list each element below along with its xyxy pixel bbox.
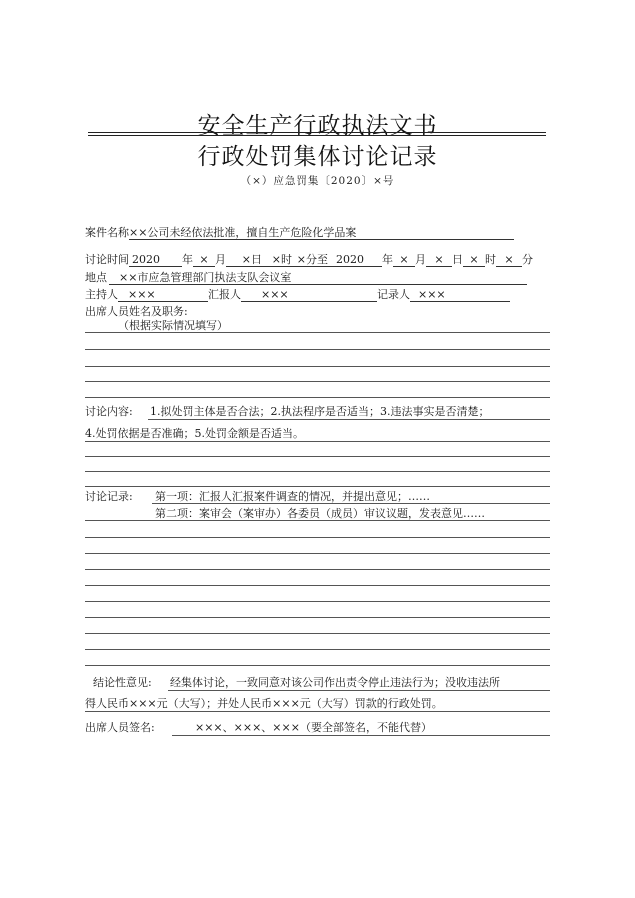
record-line[interactable] xyxy=(85,585,550,586)
time-label: 讨论时间 xyxy=(85,253,129,266)
start-month-field[interactable]: × xyxy=(193,253,215,267)
host-field[interactable]: ××× xyxy=(118,288,208,302)
discussion-time-row xyxy=(85,253,533,267)
title-divider-bottom xyxy=(88,135,546,136)
reporter-field[interactable]: ××× xyxy=(241,288,377,302)
case-name-field[interactable] xyxy=(129,226,514,240)
attendees-label: 出席人员姓名及职务: xyxy=(85,305,188,318)
content-line[interactable] xyxy=(85,486,550,487)
conclusion-label: 结论性意见: xyxy=(93,676,152,689)
content-underline[interactable] xyxy=(148,419,550,420)
case-name-row xyxy=(85,226,514,240)
record-line[interactable] xyxy=(85,617,550,618)
content-line-2: 4.处罚依据是否准确；5.处罚金额是否适当。 xyxy=(85,427,304,440)
conclusion-underline-2[interactable] xyxy=(85,711,550,712)
content-line-1: 1.拟处罚主体是否合法；2.执法程序是否适当；3.违法事实是否清楚； xyxy=(150,405,490,418)
conclusion-line-2: 得人民币×××元（大写）；并处人民币×××元（大写）罚款的行政处罚。 xyxy=(85,697,443,710)
content-line[interactable] xyxy=(85,441,550,442)
reporter-label: 汇报人 xyxy=(208,288,241,301)
record-line[interactable] xyxy=(85,633,550,634)
signature-value: ×××、×××、×××（要全部签名，不能代替） xyxy=(195,721,432,734)
record-line[interactable] xyxy=(85,537,550,538)
place-value: ××市应急管理部门执法支队会议室 xyxy=(119,271,292,284)
start-day-field[interactable]: ×日 xyxy=(226,253,262,267)
attendees-line[interactable] xyxy=(85,349,550,350)
end-minute-unit: 分 xyxy=(522,253,533,266)
host-label: 主持人 xyxy=(85,288,118,301)
end-day-field[interactable]: × xyxy=(426,253,452,267)
record-line[interactable] xyxy=(85,569,550,570)
start-minute-field[interactable]: ×分至 xyxy=(292,253,328,267)
signature-label: 出席人员签名: xyxy=(85,721,155,734)
end-minute-field[interactable]: × xyxy=(496,253,522,267)
document-number: （×）应急罚集〔2020〕×号 xyxy=(240,175,395,187)
place-field[interactable] xyxy=(109,271,527,285)
content-line[interactable] xyxy=(85,471,550,472)
attendees-line[interactable] xyxy=(85,366,550,367)
place-row xyxy=(85,271,527,285)
title-divider-top xyxy=(88,132,546,133)
case-name-label: 案件名称 xyxy=(85,226,129,239)
end-month-field[interactable]: × xyxy=(393,253,415,267)
record-underline[interactable] xyxy=(152,503,550,504)
place-label: 地点 xyxy=(85,271,107,284)
document-subtitle: 行政处罚集体讨论记录 xyxy=(197,144,438,170)
conclusion-underline[interactable] xyxy=(168,690,550,691)
signature-field[interactable] xyxy=(172,735,550,736)
record-line[interactable] xyxy=(85,601,550,602)
conclusion-line-1: 经集体讨论，一致同意对该公司作出责令停止违法行为；没收违法所 xyxy=(170,676,500,689)
start-month-unit: 月 xyxy=(215,253,226,266)
recorder-label: 记录人 xyxy=(377,288,410,301)
record-label: 讨论记录: xyxy=(85,490,133,503)
attendees-value: （根据实际情况填写） xyxy=(118,319,228,332)
end-year-field[interactable]: 2020 xyxy=(328,253,382,267)
end-hour-field[interactable]: × xyxy=(463,253,485,267)
end-day-unit: 日 xyxy=(452,253,463,266)
content-line[interactable] xyxy=(85,456,550,457)
attendees-line[interactable] xyxy=(85,332,550,333)
start-year-field[interactable]: 2020 xyxy=(129,253,182,267)
participants-row xyxy=(85,288,510,302)
content-label: 讨论内容: xyxy=(85,405,133,418)
recorder-field[interactable]: ××× xyxy=(410,288,510,302)
record-line-2: 第二项：案审会（案审办）各委员（成员）审议议题，发表意见…… xyxy=(155,507,485,520)
end-year-unit: 年 xyxy=(382,253,393,266)
end-hour-unit: 时 xyxy=(485,253,496,266)
case-name-value: ××公司未经依法批准，擅自生产危险化学品案 xyxy=(129,226,357,239)
record-line[interactable] xyxy=(85,520,550,521)
document-title: 安全生产行政执法文书 xyxy=(197,113,438,139)
attendees-line[interactable] xyxy=(85,381,550,382)
attendees-line[interactable] xyxy=(85,397,550,398)
end-month-unit: 月 xyxy=(415,253,426,266)
record-line[interactable] xyxy=(85,553,550,554)
record-line[interactable] xyxy=(85,665,550,666)
start-year-unit: 年 xyxy=(182,253,193,266)
record-line[interactable] xyxy=(85,649,550,650)
start-hour-field[interactable]: ×时 xyxy=(262,253,292,267)
record-line-1: 第一项：汇报人汇报案件调查的情况，并提出意见；…… xyxy=(155,490,430,503)
